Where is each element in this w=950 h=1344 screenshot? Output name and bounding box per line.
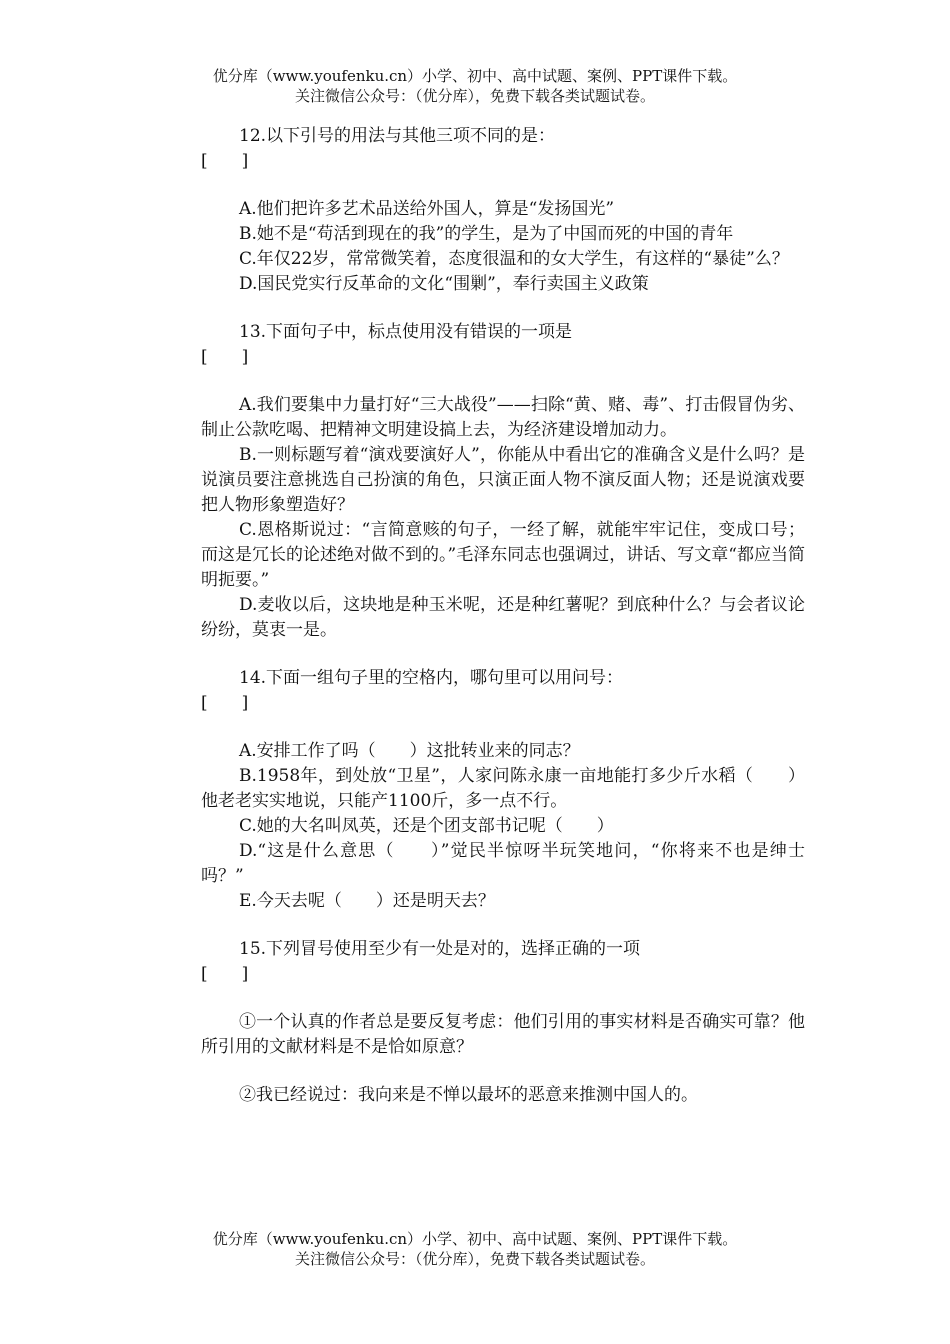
- option-b: B.她不是“苟活到现在的我”的学生，是为了中国而死的中国的青年: [239, 224, 734, 244]
- question-14: [201, 666, 805, 914]
- option-e: E.今天去呢（ ）还是明天去？: [239, 891, 495, 911]
- option-b: B.1958年，到处放“卫星”，人家问陈永康一亩地能打多少斤水稻（ ）他老老实实地说，只能产1100斤，多一点不行。: [201, 766, 805, 811]
- option-a: A.他们把许多艺术品送给外国人，算是“发扬国光”: [239, 199, 615, 219]
- question-stem: 13.下面句子中，标点使用没有错误的一项是: [239, 322, 573, 342]
- document-body: [201, 124, 805, 1108]
- footer-line-2: 关注微信公众号：（优分库），免费下载各类试题试卷。: [294, 1250, 655, 1268]
- header-line-2: 关注微信公众号：（优分库），免费下载各类试题试卷。: [294, 87, 655, 105]
- header-line-1: 优分库（www.youfenku.cn）小学、初中、高中试题、案例、PPT课件下载。: [212, 67, 738, 85]
- answer-bracket: [ ]: [201, 964, 249, 984]
- question-stem: 14.下面一组句子里的空格内，哪句里可以用问号：: [239, 668, 624, 688]
- question-stem: 15.下列冒号使用至少有一处是对的，选择正确的一项: [239, 939, 641, 959]
- option-a: A.安排工作了吗（ ）这批转业来的同志？: [239, 741, 580, 761]
- question-13: [201, 320, 805, 643]
- option-c: C.年仅22岁，常常微笑着，态度很温和的女大学生，有这样的“暴徒”么？: [239, 249, 789, 269]
- option-c: C.恩格斯说过：“言简意赅的句子，一经了解，就能牢牢记住，变成口号；而这是冗长的论述绝对做不到的。”毛泽东同志也强调过，讲话、写文章“都应当简明扼要。”: [201, 520, 805, 590]
- option-d: D.麦收以后，这块地是种玉米呢，还是种红薯呢？到底种什么？与会者议论纷纷，莫衷一是。: [201, 595, 805, 640]
- option-d: D.“这是什么意思（ ）”觉民半惊呀半玩笑地问，“你将来不也是绅士吗？”: [201, 841, 805, 886]
- option-c: C.她的大名叫凤英，还是个团支部书记呢（ ）: [239, 816, 614, 836]
- question-12: [201, 124, 805, 297]
- question-15: [201, 937, 805, 1108]
- page-footer: [0, 1229, 950, 1269]
- answer-bracket: [ ]: [201, 693, 249, 713]
- answer-bracket: [ ]: [201, 151, 249, 171]
- answer-bracket: [ ]: [201, 347, 249, 367]
- option-d: D.国民党实行反革命的文化“围剿”，奉行卖国主义政策: [239, 274, 649, 294]
- footer-line-1: 优分库（www.youfenku.cn）小学、初中、高中试题、案例、PPT课件下载。: [212, 1230, 738, 1248]
- option-b: B.一则标题写着“演戏要演好人”，你能从中看出它的准确含义是什么吗？是说演员要注意挑选自己扮演的角色，只演正面人物不演反面人物；还是说演戏要把人物形象塑造好？: [201, 445, 805, 515]
- question-stem: 12.以下引号的用法与其他三项不同的是：: [239, 126, 556, 146]
- page-header: [0, 66, 950, 106]
- statement-2: ②我已经说过：我向来是不惮以最坏的恶意来推测中国人的。: [239, 1085, 698, 1105]
- option-a: A.我们要集中力量打好“三大战役”——扫除“黄、赌、毒”、打击假冒伪劣、制止公款吃喝、把精神文明建设搞上去，为经济建设增加动力。: [201, 395, 805, 440]
- statement-1: ①一个认真的作者总是要反复考虑：他们引用的事实材料是否确实可靠？他所引用的文献材料是不是恰如原意？: [201, 1012, 805, 1057]
